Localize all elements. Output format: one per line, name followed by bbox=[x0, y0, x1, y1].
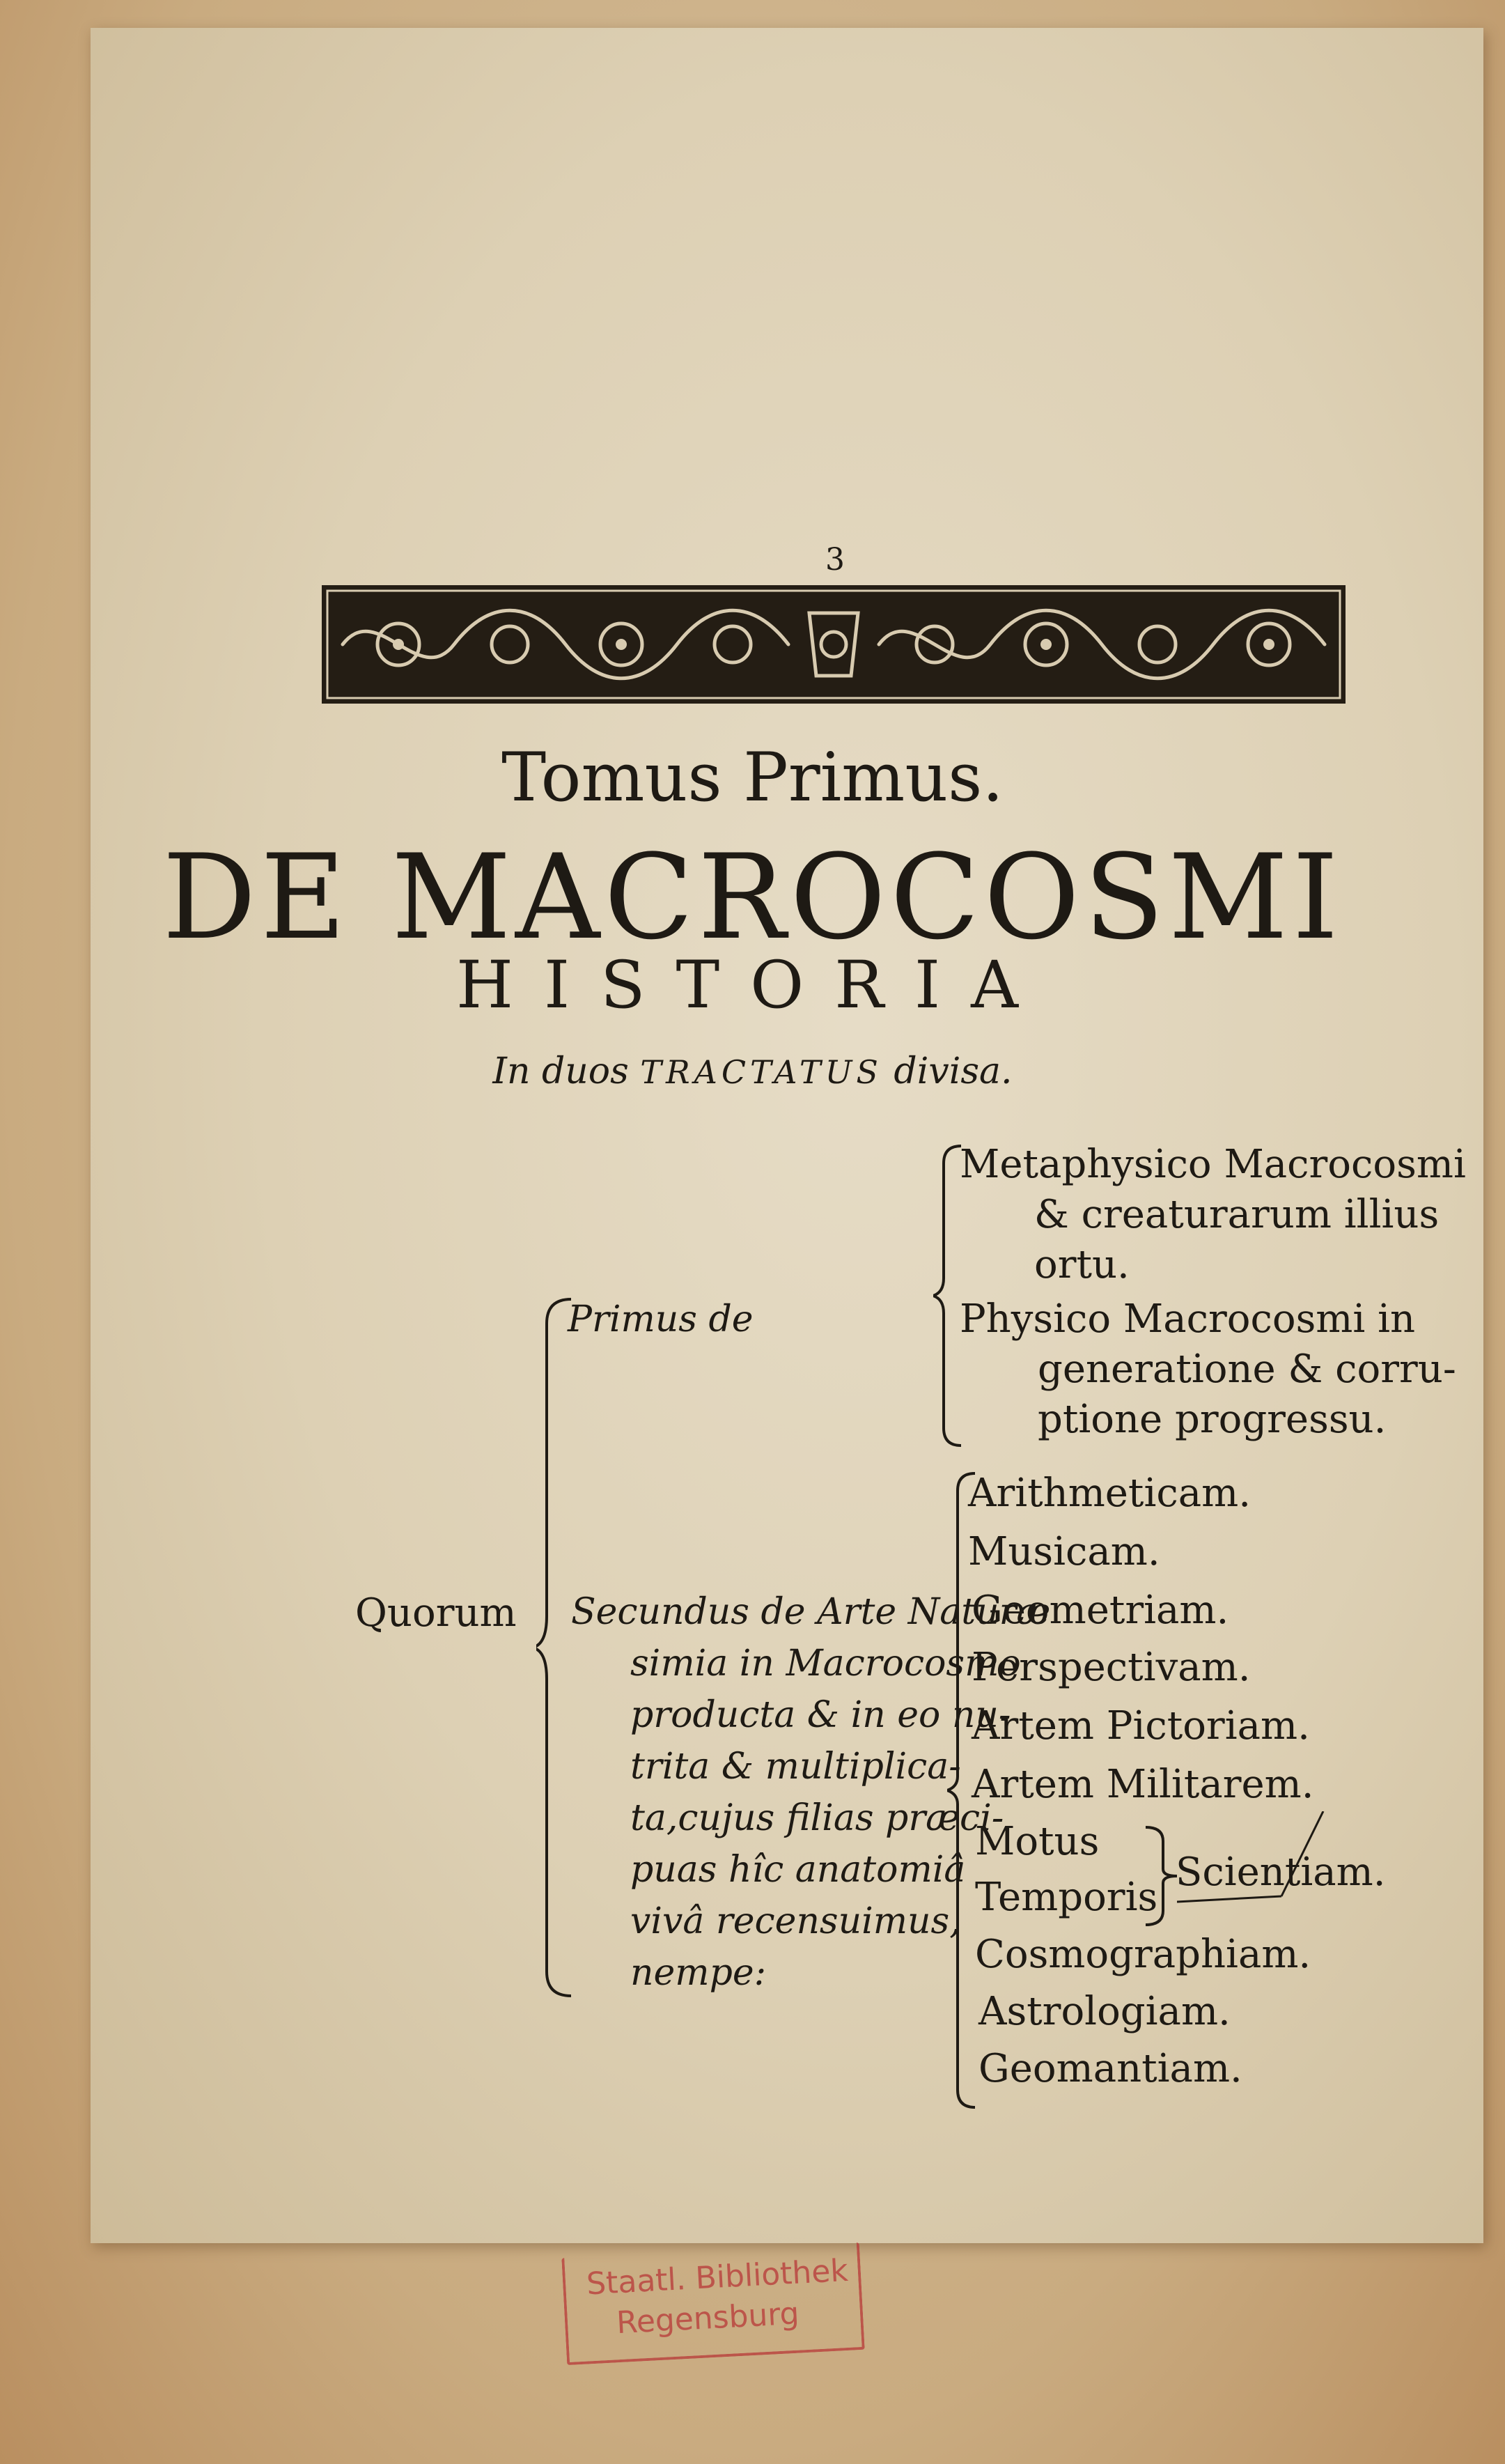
ornamental-headpiece bbox=[322, 585, 1346, 704]
primus-item-1-line-2: & creaturarum illius bbox=[1034, 1192, 1440, 1237]
secundus-line-6: puas hîc anatomiâ bbox=[630, 1849, 966, 1891]
primus-item-2-line-2: generatione & corru- bbox=[1038, 1347, 1456, 1392]
primus-item-2-line-1: Physico Macrocosmi in bbox=[960, 1296, 1416, 1342]
quorum-label: Quorum bbox=[355, 1590, 517, 1636]
art-arithmeticam: Arithmeticam. bbox=[968, 1471, 1251, 1516]
page-number: 3 bbox=[825, 542, 845, 578]
secundus-line-4: trita & multiplica- bbox=[630, 1746, 961, 1788]
primus-item-1-line-3: ortu. bbox=[1034, 1242, 1130, 1287]
secundus-line-7: vivâ recensuimus, bbox=[630, 1900, 961, 1942]
art-pictoriam: Artem Pictoriam. bbox=[972, 1703, 1310, 1749]
secundus-line-1: Secundus de Arte Naturæ bbox=[571, 1591, 1051, 1633]
art-temporis: Temporis bbox=[975, 1875, 1158, 1920]
main-title-historia: HISTORIA bbox=[455, 947, 1050, 1023]
scientiam-label: Scientiam. bbox=[1176, 1850, 1386, 1895]
art-geomantiam: Geomantiam. bbox=[978, 2046, 1242, 2091]
art-motus: Motus bbox=[975, 1819, 1100, 1864]
library-stamp bbox=[561, 2242, 864, 2365]
scientiam-strike-mark bbox=[1177, 1811, 1351, 1916]
primus-item-1-line-1: Metaphysico Macrocosmi bbox=[960, 1142, 1466, 1187]
subtitle-pre: In duos bbox=[492, 1051, 629, 1092]
subtitle-post: divisa. bbox=[894, 1051, 1013, 1092]
secundus-line-2: simia in Macrocosmo bbox=[630, 1643, 1021, 1684]
art-militarem: Artem Militarem. bbox=[972, 1762, 1314, 1807]
primus-label: Primus de bbox=[568, 1299, 754, 1340]
subtitle bbox=[0, 1051, 1505, 1092]
art-astrologiam: Astrologiam. bbox=[978, 1989, 1231, 2034]
tomus-heading: Tomus Primus. bbox=[501, 738, 1004, 816]
secundus-line-8: nempe: bbox=[630, 1952, 767, 1994]
quorum-brace bbox=[536, 1296, 578, 1999]
main-title: DE MACROCOSMI bbox=[162, 829, 1343, 966]
art-musicam: Musicam. bbox=[968, 1529, 1160, 1574]
stamp-line-1: Staatl. Bibliothek bbox=[585, 2252, 850, 2302]
secundus-line-5: ta,cujus filias præci- bbox=[630, 1797, 1004, 1839]
art-cosmographiam: Cosmographiam. bbox=[975, 1932, 1311, 1977]
art-perspectivam: Perspectivam. bbox=[972, 1645, 1251, 1690]
stamp-line-2: Regensburg bbox=[615, 2295, 800, 2341]
secundus-line-3: producta & in eo nu- bbox=[630, 1694, 1011, 1736]
subtitle-caps: TRACTATUS bbox=[640, 1053, 882, 1091]
primus-item-2-line-3: ptione progressu. bbox=[1038, 1397, 1387, 1442]
art-geometriam: Geometriam. bbox=[972, 1588, 1229, 1633]
